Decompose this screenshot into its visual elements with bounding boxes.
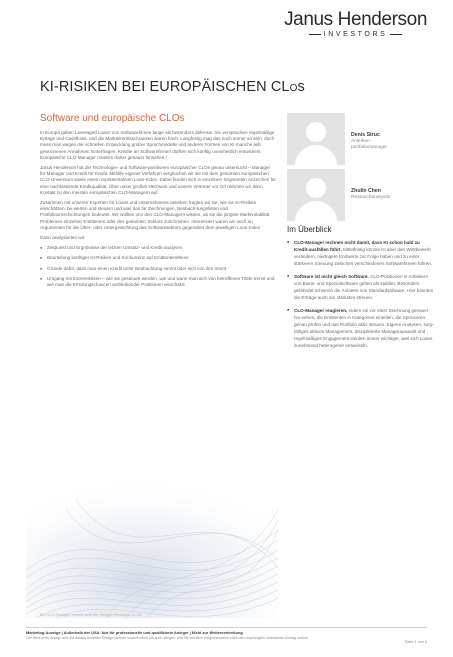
footer-disclaimer: Der Wert einer Anlage und die daraus erzielten Erträge können sowohl fallen als auch steigen, und Sie erhalten möglicherweise nicht den ursprünglich investierten Betrag zurück. (26, 636, 309, 640)
author-card (287, 113, 435, 165)
paragraph: Zusammen mit unseren Experten für Loans und Unternehmens-anleihen fragten wir sie, wie sie KI-Risiken einschätzen, be-werten und steuern und was das für Zeichnungen, Beobach-tungslisten und Portfolioumschichtungen bedeutet. Wir wollten von den CLO-Managern wissen, ob sie die jüngste Marktvolatilität Problemen einzelner Emittenten oder des gesamten Sektors zuschreiben. Interessiert waren wir auch an Argumenten für die Über- oder Untergewichtung des Softwaresektors gegenüber dem jeweiligen Loan-Index. (40, 200, 270, 230)
logo-wordmark: Janus Henderson (284, 9, 427, 30)
footer-disclaimer-heading: Marketing-Anzeige | Außerhalb der USA: Nur für professionelle und qualifizierte Anleger | Nicht zur Weiterverbreitung (26, 630, 243, 635)
logo-investors: INVESTORS (323, 31, 388, 38)
overview-item (287, 239, 435, 267)
author-role: Anleihen- (351, 139, 372, 144)
author-role: Researchanalystin (351, 195, 391, 200)
paragraph: Janus Henderson hat die Technologie- und Software-positionen europäischer CLOs genau untersucht – Manager für Manager und Kredit für Kredit. Mithilfe eigener Verfahren vergleichen wir sie mit dem gesamten europäischen CLO-Universum sowie einem repräsentativen Loan-Index. Dabei fanden sich in einzelnen Segmenten Anzeichen für eine nachlassende Kreditqualität. Über unser großes Netzwerk und unsere Vertreter vor Ort nehmen wir dann Kontakt zu den meisten europäischen CLO-Managern auf. (40, 165, 276, 195)
section-title: Software und europäische CLOs (40, 113, 185, 124)
overview-item-lead: Software ist nicht gleich Software. (294, 274, 369, 279)
avatar-body-icon (295, 201, 337, 221)
title-small-o: O (289, 83, 298, 94)
analysis-list (40, 245, 276, 288)
document-title (40, 79, 305, 95)
list-item: ■ Gründe dafür, dass man einen Kredit unter Beobachtung nimmt oder sich von ihm trennt (40, 266, 276, 272)
janus-henderson-logo (284, 10, 427, 38)
logo-rule-right (390, 34, 402, 35)
overview-item-lead: CLO-Manager rechnen nicht damit, dass KI schon bald zu Kredit-ausfällen führt. (294, 240, 420, 252)
title-main: KI-RISIKEN BEI EUROPÄISCHEN CL (40, 79, 290, 95)
decorative-swirl-image (26, 470, 278, 618)
avatar-body-icon (295, 145, 337, 165)
title-tail: s (297, 79, 305, 95)
avatar-head-icon (306, 122, 326, 142)
author-info (351, 169, 390, 201)
author-name: Zhulin Chen (351, 188, 381, 194)
article-column (40, 113, 276, 292)
logo-rule-left (309, 34, 321, 35)
author-role: portfoliomanager (351, 145, 387, 150)
overview-item-text: Mittelfristig könnte KI aber den Wettbewerb verändern, niedrigere Endwerte zur Folge haben und zu einer stärkeren Streuung zwischen verschiedenen Softwarefirmen führen. (294, 247, 433, 266)
avatar-placeholder (287, 169, 345, 221)
list-item: ■ Umgang mit Extremrisiken – wie sie gesteuert werden, wie und wann man sich von betroffenen Titeln trennt und wie man die Erholungschancen verbleibender Positionen einschätzt (40, 276, 276, 288)
sidebar-column (287, 113, 435, 355)
overview-list (287, 239, 435, 349)
image-caption: Ein CLO-Manager ersetzt nicht die richtigen Prozesse CLOs (40, 613, 142, 617)
overview-item (287, 273, 435, 301)
overview-item-text: indem sie vor einer Zeichnung genauer hin-sehen, die Emittenten in Kategorien einteilen, die Sponsoren genau prüfen und das Portfolio aktiv steuern. Eigene Analysen, sorg-fältiges aktives Management, disziplinierte Managerauswahl und regelmäßiges Engagement werden immer wichtiger, weil sich Loans zunehmend heterogener entwickeln. (294, 308, 434, 348)
list-item: ■ Beurteilung künftiger KI-Risiken und Konkurrenz auf Emittentenebene (40, 255, 276, 261)
logo-subline (284, 31, 427, 38)
overview-item-lead: CLO-Manager reagieren, (294, 308, 348, 313)
author-name: Denis Struc (351, 132, 380, 138)
overview-item-text: CLO-Positionen in Anbietern von Basis- und Spezialsoftware gelten als stabiler. Besonders gefährdet scheinen die Anbieter von Standardsoftware. Hier könnten die Erträge auch am stärksten streuen. (294, 274, 434, 300)
author-card (287, 169, 435, 221)
avatar-placeholder (287, 113, 345, 165)
overview-item (287, 307, 435, 349)
paragraph: Dann analysierten wir: (40, 235, 86, 241)
author-info (351, 113, 387, 151)
overview-title: Im Überblick (287, 225, 332, 234)
footer-divider (26, 627, 427, 628)
list-item: ■ Zeitpunkt und Ergebnisse der letzten Umsatz- und Kredit-analysen (40, 245, 276, 251)
paragraph: In Europa galten Leveraged Loans von Softwarefirmen lange als besonders defensiv. Sie versprachen regelmäßige Erträge und Cashflows, und die Markteintrittsschranken waren hoch. Langfristig mag das noch immer so sein, doch muss man wegen der schnellen Entwicklung großer Sprachmodelle und anderer Formen von KI manche lieb gewonnenen Annahmen hinterfragen. Kredite an Softwarefirmen dürften sich künftig uneinheitlich entwickeln. Europäische CLO-Manager müssen daher genauer hinsehen.¹ (40, 130, 275, 160)
avatar-head-icon (306, 178, 326, 198)
page-number: Seite 1 von 6 (404, 640, 427, 644)
